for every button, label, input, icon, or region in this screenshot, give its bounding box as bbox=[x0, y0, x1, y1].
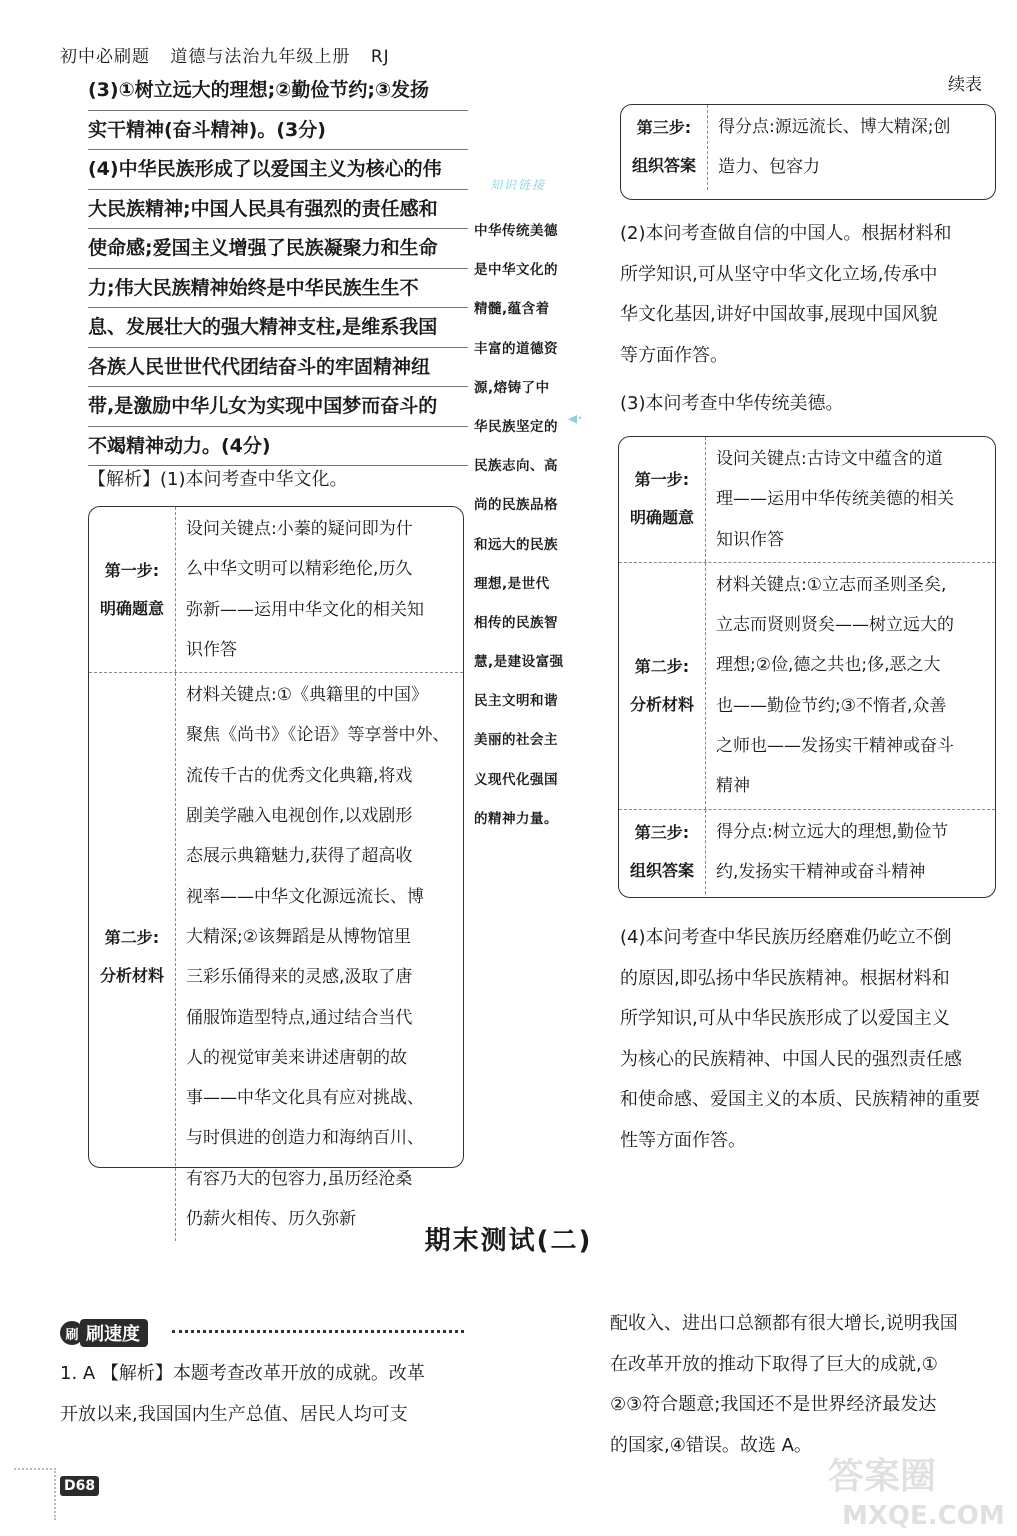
pointer-arrow-icon: ◂· bbox=[568, 408, 583, 429]
answer-line: 息、发展壮大的强大精神支柱,是维系我国 bbox=[88, 308, 468, 348]
step-content-line: 之师也——发扬实干精神或奋斗 bbox=[716, 736, 954, 757]
step-content-line: 人的视觉审美来讲述唐朝的故 bbox=[186, 1047, 407, 1068]
step-content-line: 得分点:树立远大的理想,勤俭节 bbox=[716, 821, 949, 842]
left-analysis-table bbox=[88, 506, 464, 1230]
step-content-line: 大精深;②该舞蹈是从博物馆里 bbox=[186, 926, 411, 947]
sidebar-note-line: 和远大的民族 bbox=[474, 536, 558, 553]
step-content-line: 与时俱进的创造力和海纳百川、 bbox=[186, 1128, 424, 1149]
sidebar-note-line: 义现代化强国 bbox=[474, 771, 558, 788]
analysis-intro: 【解析】(1)本问考查中华文化。 bbox=[88, 469, 348, 490]
step-label-line: 第三步: bbox=[636, 118, 692, 138]
step-content-line: 视率——中华文化源远流长、博 bbox=[186, 886, 424, 907]
sidebar-note-line: 精髓,蕴含着 bbox=[474, 301, 550, 318]
subject-name: 道德与法治九年级上册 bbox=[170, 47, 351, 67]
table-row bbox=[619, 809, 995, 895]
step-label-line: 明确题意 bbox=[629, 508, 694, 528]
question-line: 1. A 【解析】本题考查改革开放的成就。改革 bbox=[60, 1363, 425, 1384]
step-content-line: 材料关键点:①《典籍里的中国》 bbox=[186, 685, 428, 706]
step-content bbox=[706, 437, 995, 562]
paragraph-line: 为核心的民族精神、中国人民的强烈责任感 bbox=[620, 1048, 962, 1070]
right-analysis-table bbox=[618, 436, 996, 898]
paragraph-line: 和使命感、爱国主义的本质、民族精神的重要 bbox=[620, 1089, 980, 1110]
step-label bbox=[621, 105, 708, 190]
step-content bbox=[176, 673, 463, 1241]
continued-label: 续表 bbox=[948, 75, 982, 95]
question-line: ②③符合题意;我国还不是世界经济最发达 bbox=[610, 1394, 937, 1415]
speed-section-badge bbox=[60, 1318, 148, 1348]
answer-line: 各族人民世世代代团结奋斗的牢固精神纽 bbox=[88, 348, 468, 388]
step-label-line: 组织答案 bbox=[631, 156, 696, 176]
question-1-right bbox=[610, 1304, 1000, 1466]
question-line: 配收入、进出口总额都有很大增长,说明我国 bbox=[610, 1313, 958, 1334]
series-name: 初中必刷题 bbox=[60, 47, 150, 67]
sidebar-note-line: 源,熔铸了中 bbox=[474, 379, 550, 396]
step-content-line: 得分点:源远流长、博大精深;创 bbox=[718, 117, 951, 137]
answer-line: 不竭精神动力。(4分) bbox=[88, 427, 468, 467]
step-content bbox=[176, 507, 463, 672]
paragraph-line: 性等方面作答。 bbox=[620, 1129, 746, 1151]
sidebar-note-line: 华民族坚定的 bbox=[474, 418, 558, 435]
sidebar-note-line: 理想,是世代 bbox=[474, 575, 550, 592]
sidebar-note-line: 美丽的社会主 bbox=[474, 732, 558, 749]
step-label-line: 第二步: bbox=[104, 928, 160, 948]
right-top-table bbox=[620, 104, 996, 200]
answer-block bbox=[88, 71, 468, 466]
answer-line: 力;伟大民族精神始终是中华民族生生不 bbox=[88, 269, 468, 309]
step-content-line: 设问关键点:小蓁的疑问即为什 bbox=[186, 519, 413, 539]
step-content-line: 剧美学融入电视创作,以戏剧形 bbox=[186, 806, 413, 827]
step-content-line: 态展示典籍魅力,获得了超高收 bbox=[186, 846, 413, 867]
sidebar-note-line: 慧,是建设富强 bbox=[474, 654, 564, 671]
step-label bbox=[619, 563, 706, 809]
sidebar-note-line: 相传的民族智 bbox=[474, 614, 558, 631]
step-label bbox=[619, 437, 706, 562]
table-row bbox=[619, 562, 995, 809]
step-label bbox=[89, 673, 176, 1241]
step-label bbox=[89, 507, 176, 672]
step-label-line: 第一步: bbox=[634, 470, 690, 490]
table-row bbox=[619, 437, 995, 562]
step-content-line: 造力、包容力 bbox=[718, 157, 820, 178]
table-row bbox=[89, 672, 463, 1241]
section-title: 期末测试(二) bbox=[424, 1226, 593, 1256]
page-number: D68 bbox=[60, 1476, 99, 1496]
sidebar-note-line: 丰富的道德资 bbox=[474, 340, 558, 357]
step-content-line: 有容乃大的包容力,虽历经沧桑 bbox=[186, 1168, 413, 1189]
watermark-logo bbox=[820, 1448, 1010, 1532]
step-label-line: 分析材料 bbox=[629, 694, 694, 714]
question-line: 的国家,④错误。故选 A。 bbox=[610, 1434, 812, 1456]
question-1-left bbox=[60, 1354, 470, 1435]
answer-line: 实干精神(奋斗精神)。(3分) bbox=[88, 111, 468, 151]
sidebar-note-line: 民主文明和谐 bbox=[474, 693, 558, 710]
step-content-line: 理——运用中华传统美德的相关 bbox=[716, 489, 954, 510]
knowledge-link-tag: 知识链接 bbox=[490, 178, 547, 192]
step-label-line: 分析材料 bbox=[99, 966, 164, 986]
step-content-line: 理想;②俭,德之共也;侈,恶之大 bbox=[716, 655, 941, 676]
answer-line: 使命感;爱国主义增强了民族凝聚力和生命 bbox=[88, 229, 468, 269]
paragraph-4 bbox=[620, 918, 1000, 1161]
step-content-line: 也——勤俭节约;③不惰者,众善 bbox=[716, 695, 947, 716]
step-content bbox=[708, 105, 995, 190]
paragraph-line: 的原因,即弘扬中华民族精神。根据材料和 bbox=[620, 967, 950, 989]
watermark-domain: MXQE.COM bbox=[842, 1501, 1005, 1531]
step-content-line: 弥新——运用中华文化的相关知 bbox=[186, 599, 424, 620]
step-content-line: 三彩乐俑得来的灵感,汲取了唐 bbox=[186, 967, 413, 988]
sidebar-note-line: 民族志向、高 bbox=[474, 458, 558, 475]
paragraph-line: 等方面作答。 bbox=[620, 344, 728, 366]
answer-line: (3)①树立远大的理想;②勤俭节约;③发扬 bbox=[88, 71, 468, 111]
step-content-line: 么中华文明可以精彩绝伦,历久 bbox=[186, 559, 413, 580]
paragraph-line: 所学知识,可从中华民族形成了以爱国主义 bbox=[620, 1008, 950, 1029]
step-label-line: 第一步: bbox=[104, 560, 160, 580]
paragraph-line: 华文化基因,讲好中国故事,展现中国风貌 bbox=[620, 304, 938, 325]
paragraph-line: (2)本问考查做自信的中国人。根据材料和 bbox=[620, 223, 952, 244]
sidebar-note bbox=[474, 212, 580, 839]
step-label-line: 明确题意 bbox=[99, 598, 164, 618]
page-corner-decoration bbox=[14, 1468, 56, 1520]
paragraph-line: 所学知识,可从坚守中华文化立场,传承中 bbox=[620, 263, 938, 285]
table-row bbox=[89, 507, 463, 672]
answer-line: 带,是激励中华儿女为实现中国梦而奋斗的 bbox=[88, 387, 468, 427]
question-line: 在改革开放的推动下取得了巨大的成就,① bbox=[610, 1353, 938, 1375]
step-content-line: 识作答 bbox=[186, 639, 237, 660]
answer-line: (4)中华民族形成了以爱国主义为核心的伟 bbox=[88, 150, 468, 190]
answer-line: 大民族精神;中国人民具有强烈的责任感和 bbox=[88, 190, 468, 230]
step-content-line: 俑服饰造型特点,通过结合当代 bbox=[186, 1007, 413, 1028]
step-content-line: 仍薪火相传、历久弥新 bbox=[186, 1209, 356, 1230]
edition-label: RJ bbox=[370, 47, 390, 67]
step-content bbox=[706, 810, 995, 895]
page-header bbox=[60, 42, 404, 67]
step-content-line: 精神 bbox=[716, 776, 750, 797]
step-content-line: 立志而贤则贤矣——树立远大的 bbox=[716, 615, 954, 636]
paragraph-line: (4)本问考查中华民族历经磨难仍屹立不倒 bbox=[620, 927, 952, 948]
step-content-line: 聚焦《尚书》《论语》等享誉中外、 bbox=[186, 725, 450, 746]
sidebar-note-line: 中华传统美德 bbox=[474, 223, 558, 239]
table-row bbox=[621, 105, 995, 190]
question-line: 开放以来,我国国内生产总值、居民人均可支 bbox=[60, 1403, 408, 1425]
sidebar-note-line: 是中华文化的 bbox=[474, 262, 558, 279]
step-content-line: 约,发扬实干精神或奋斗精神 bbox=[716, 861, 926, 882]
step-content bbox=[706, 563, 995, 809]
paragraph-3: (3)本问考查中华传统美德。 bbox=[620, 393, 844, 414]
paragraph-2 bbox=[620, 214, 1000, 376]
watermark-text: 答案圈 bbox=[828, 1456, 937, 1497]
sidebar-note-line: 尚的民族品格 bbox=[474, 497, 558, 514]
step-content-line: 事——中华文化具有应对挑战、 bbox=[186, 1088, 424, 1109]
speed-section-label: 刷速度 bbox=[80, 1319, 148, 1347]
step-label-line: 第三步: bbox=[634, 822, 690, 842]
step-label bbox=[619, 810, 706, 895]
dotted-divider bbox=[172, 1330, 464, 1333]
step-content-line: 知识作答 bbox=[716, 529, 784, 550]
step-label-line: 组织答案 bbox=[629, 860, 694, 880]
step-content-line: 材料关键点:①立志而圣则圣矣, bbox=[716, 574, 947, 595]
sidebar-note-line: 的精神力量。 bbox=[474, 810, 558, 827]
step-content-line: 流传千古的优秀文化典籍,将戏 bbox=[186, 765, 413, 786]
step-label-line: 第二步: bbox=[634, 656, 690, 676]
brush-icon: 刷 bbox=[60, 1321, 84, 1345]
step-content-line: 设问关键点:古诗文中蕴含的道 bbox=[716, 449, 943, 469]
